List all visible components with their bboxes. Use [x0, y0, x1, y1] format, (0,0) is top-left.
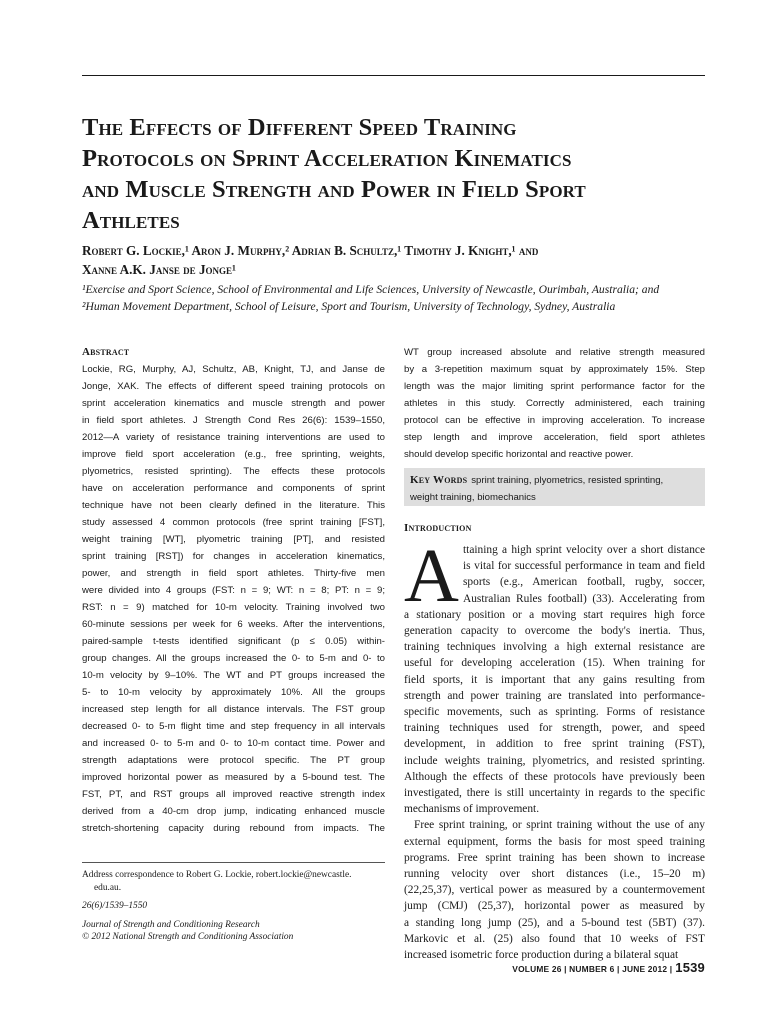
introduction-line: a stationary position or a moving start requires high force [404, 608, 705, 621]
introduction-line: a standing long jump (25), and a 5-bound test (5BT) (37). [404, 916, 705, 929]
title-line: and Muscle Strength and Power in Field Sport [82, 176, 586, 203]
page-footer [512, 960, 705, 975]
abstract-line: 2012—A variety of resistance training interventions are used to [82, 432, 385, 443]
introduction-line: increased isometric force production during a bilateral squat [404, 949, 679, 962]
abstract-line: improved horizontal power as measured by a 5-bound test. The [82, 772, 385, 783]
abstract-line: WT group increased absolute and relative strength measured [404, 347, 705, 358]
abstract-line: study assessed 4 common protocols (free sprint training [FST], [82, 517, 385, 528]
introduction-line: generation capacity to overcome the body's inertia. Thus, [404, 625, 705, 638]
affiliations [82, 281, 722, 315]
abstract-line: power, and strength in field sport athletes. Thirty-five men [82, 568, 385, 579]
abstract-line: FST, PT, and RST groups all improved reactive strength index [82, 789, 385, 800]
introduction-line: Although the effects of these protocols have previously been [404, 770, 705, 783]
introduction-line: include weights training, plyometrics, and resisted sprinting. [404, 754, 705, 767]
abstract-line: by a 3-repetition maximum squat by approximately 15%. Step [404, 364, 705, 375]
keywords-line: weight training, biomechanics [410, 492, 536, 503]
keywords-line: sprint training, plyometrics, resisted sprinting, [471, 475, 664, 486]
page-number: 1539 [675, 960, 705, 975]
correspondence-note: Address correspondence to Robert G. Lockie, robert.lockie@newcastle. [82, 870, 352, 880]
introduction-line: Free sprint training, or sprint training without the use of any [414, 819, 705, 832]
abstract-text-continued [404, 344, 705, 463]
abstract-line: RST: n = 9) matched for 10-m velocity. Training involved two [82, 602, 385, 613]
issue-label: VOLUME 26 | NUMBER 6 | JUNE 2012 | [512, 964, 673, 974]
author-list [82, 241, 722, 279]
introduction-line: development, in addition to free sprint training (FST), [404, 738, 705, 751]
drop-cap: A [404, 534, 459, 618]
correspondence-note-cont: edu.au. [94, 882, 122, 893]
abstract-line: length was the major limiting sprint performance factor for the [404, 381, 705, 392]
affiliation-line: ²Human Movement Department, School of Leisure, Sport and Tourism, University of Technology, Sydney, Australia [82, 300, 616, 313]
author-line: Xanne A.K. Janse de Jonge¹ [82, 262, 237, 277]
keywords-box [404, 468, 705, 506]
introduction-line: programs. Free sprint training has been shown to increase [404, 851, 705, 864]
journal-name: Journal of Strength and Conditioning Research [82, 919, 260, 930]
abstract-line: strength adaptations were protocol specific. The PT group [82, 755, 385, 766]
title-line: Athletes [82, 207, 180, 234]
introduction-line: mechanisms of improvement. [404, 803, 540, 816]
abstract-line: protocol can be effective in improving acceleration. To increase [404, 415, 705, 426]
abstract-heading: Abstract [82, 346, 130, 358]
introduction-line: training techniques used for strength, power, and speed [404, 722, 705, 735]
abstract-line: and increased 0- to 5-m and 0- to 10-m contact time. Power and [82, 738, 385, 749]
introduction-line: running velocity over short distances (i.e., 15–20 m) [404, 868, 705, 881]
abstract-line: technique have not been clearly defined in the literature. This [82, 500, 385, 511]
keywords-heading: Key Words [410, 474, 468, 486]
abstract-line: decreased 0- to 5-m flight time and step frequency in all intervals [82, 721, 385, 732]
abstract-line: Lockie, RG, Murphy, AJ, Schultz, AB, Knight, TJ, and Janse de [82, 364, 385, 375]
abstract-line: 5- to 10-m velocity by approximately 10%. All the groups [82, 687, 385, 698]
abstract-line: sprint training [RST]) for changes in acceleration kinematics, [82, 551, 385, 562]
introduction-text [404, 534, 705, 963]
abstract-line: have on acceleration performance and components of sprint [82, 483, 385, 494]
abstract-line: in field sport athletes. J Strength Cond Res 26(6): 1539–1550, [82, 415, 385, 426]
author-line: Robert G. Lockie,¹ Aron J. Murphy,² Adrian B. Schultz,¹ Timothy J. Knight,¹ and [82, 243, 539, 258]
introduction-line: training techniques involving a high external resistance are [404, 641, 705, 654]
introduction-line: investigated, there is still uncertainty in regards to the specific [404, 787, 705, 800]
abstract-line: plyometrics, resisted sprinting). The effects these protocols [82, 466, 385, 477]
introduction-line: jump (CMJ) (25,37), horizontal power as measured by [404, 900, 705, 913]
abstract-line: athletes in this study. Correctly administered, each training [404, 398, 705, 409]
abstract-line: sprint acceleration kinematics and muscle strength and power [82, 398, 385, 409]
affiliation-line: ¹Exercise and Sport Science, School of Environmental and Life Sciences, University of Newcastle, Ourimbah, Australia; and [82, 283, 660, 296]
abstract-line: step length and improve acceleration, field sport athletes [404, 432, 705, 443]
abstract-line: weight training [WT], plyometric training [PT], and resisted [82, 534, 385, 545]
right-column [404, 344, 705, 463]
introduction-line: strength and power training are translated into performance- [404, 689, 705, 702]
footnote-rule [82, 862, 385, 863]
introduction-line: specific movements, such as sprinting. Forms of resistance [404, 706, 705, 719]
introduction-line: ttaining a high sprint velocity over a short distance [463, 544, 705, 556]
abstract-line: 10-m velocity by 9–10%. The WT and PT groups increased the [82, 670, 385, 681]
introduction-line: useful for developing acceleration (15). When training for [404, 657, 705, 670]
abstract-text [82, 361, 385, 837]
article-title [82, 112, 722, 236]
abstract-line: increased step length for all distance intervals. The FST group [82, 704, 385, 715]
introduction-heading: Introduction [404, 522, 472, 534]
introduction-line: (22,25,37), vertical power as measured by a countermovement [404, 884, 705, 897]
introduction-line: Markovic et al. (25) also found that 10 weeks of FST [404, 932, 705, 945]
abstract-line: Jonge, XAK. The effects of different speed training protocols on [82, 381, 385, 392]
title-line: Protocols on Sprint Acceleration Kinematics [82, 145, 572, 172]
introduction-line: field sports, it is important that any gains resulting from [404, 673, 705, 686]
introduction-line: is vital for successful performance in team and field [463, 560, 705, 573]
top-rule [82, 75, 705, 76]
title-line: The Effects of Different Speed Training [82, 114, 517, 141]
abstract-line: derived from a 40-cm drop jump, indicating enhanced muscle [82, 806, 385, 817]
footnotes [82, 869, 385, 944]
introduction-line: sports (e.g., American football, rugby, soccer, [463, 576, 705, 589]
abstract-line: were divided into 4 groups (FST: n = 9; WT: n = 8; PT: n = 9; [82, 585, 385, 596]
abstract-line: group changes. All the groups increased the 0- to 5-m and 0- to [82, 653, 385, 664]
abstract-line: paired-sample t-tests identified significant (p ≤ 0.05) within- [82, 636, 385, 647]
abstract-line: should develop specific horizontal and reactive power. [404, 449, 634, 460]
abstract-line: improve field sport acceleration (e.g., free sprinting, weights, [82, 449, 385, 460]
introduction-line: Australian Rules football) (33). Accelerating from [463, 592, 705, 605]
introduction-line: external equipment, forms the basis for most speed training [404, 835, 705, 848]
left-column [82, 344, 385, 837]
abstract-line: stretch-shortening capacity during rebound from impacts. The [82, 823, 385, 834]
abstract-line: 60-minute sessions per week for 6 weeks. After the interventions, [82, 619, 385, 630]
copyright-note: © 2012 National Strength and Conditioning Association [82, 932, 294, 942]
issue-note: 26(6)/1539–1550 [82, 901, 148, 911]
